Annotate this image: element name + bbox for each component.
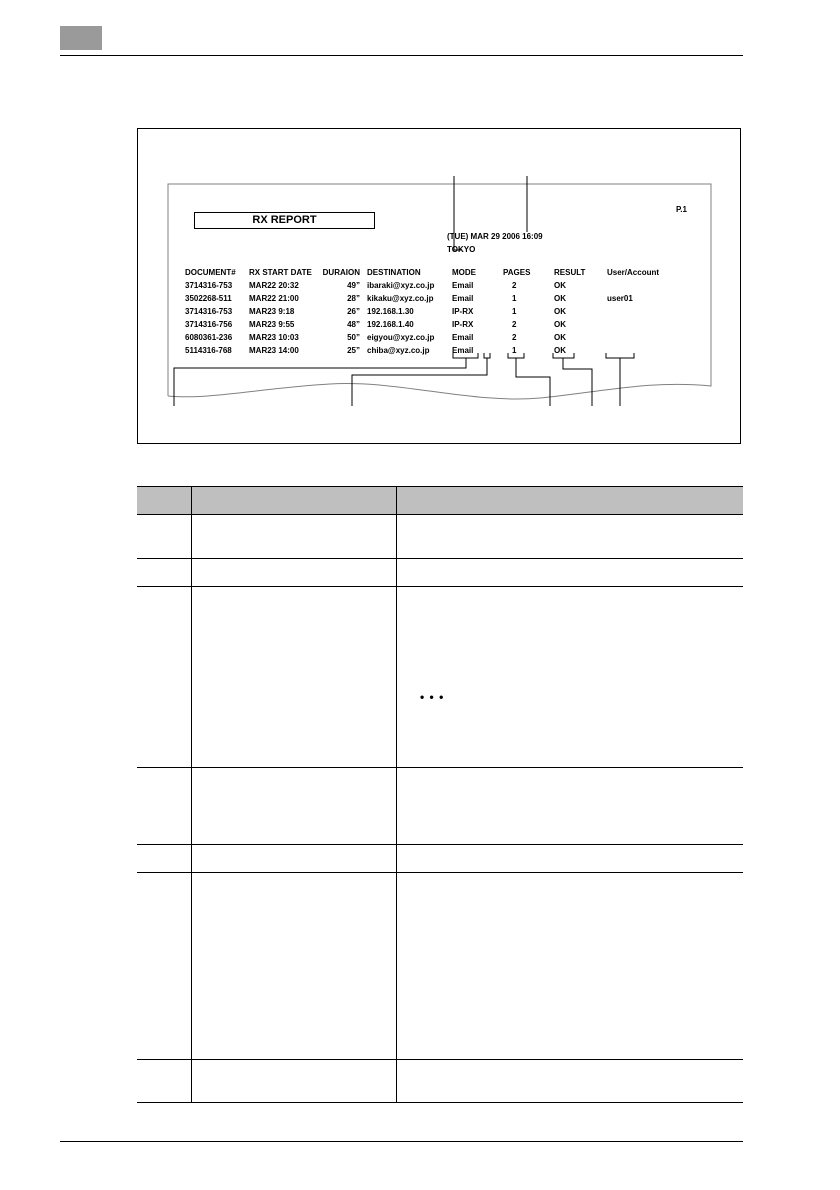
col-document: DOCUMENT# [185, 268, 236, 277]
cell-mode: Email [452, 346, 474, 355]
cell-destination: eigyou@xyz.co.jp [367, 333, 435, 342]
report-page-number: P.1 [676, 205, 687, 214]
col-pages: PAGES [503, 268, 531, 277]
cell-destination: 192.168.1.40 [367, 320, 414, 329]
ellipsis-mark: • • • [420, 690, 445, 704]
col-result: RESULT [554, 268, 586, 277]
cell-result: OK [554, 294, 566, 303]
cell-pages: 1 [512, 294, 517, 303]
cell-mode: IP-RX [452, 320, 474, 329]
header-cell-no [137, 487, 192, 515]
table-row [137, 873, 743, 1060]
description-table [137, 486, 743, 1103]
header-cell-item [192, 487, 397, 515]
cell-document: 6080361-236 [185, 333, 233, 342]
report-title: RX REPORT [194, 212, 375, 229]
cell-result: OK [554, 320, 566, 329]
table-row [137, 1060, 743, 1103]
cell-start-date: MAR23 9:18 [249, 307, 295, 316]
callout-brackets [174, 353, 634, 406]
cell-result: OK [554, 346, 566, 355]
report-datetime: (TUE) MAR 29 2006 16:09 [447, 232, 543, 241]
table-row [137, 587, 743, 768]
cell-start-date: MAR22 21:00 [249, 294, 299, 303]
cell-mode: Email [452, 333, 474, 342]
header-cell-description [397, 487, 744, 515]
cell-mode: IP-RX [452, 307, 474, 316]
cell-destination: kikaku@xyz.co.jp [367, 294, 434, 303]
cell-duration: 26” [347, 307, 360, 316]
cell-result: OK [554, 307, 566, 316]
cell-start-date: MAR23 9:55 [249, 320, 295, 329]
cell-document: 3502268-511 [185, 294, 232, 303]
table-row [137, 559, 743, 587]
description-table-header [137, 487, 743, 515]
cell-duration: 25” [347, 346, 360, 355]
cell-destination: ibaraki@xyz.co.jp [367, 281, 435, 290]
report-location: TOKYO [447, 245, 476, 254]
col-duration: DURAION [322, 268, 360, 277]
cell-mode: Email [452, 294, 474, 303]
cell-start-date: MAR23 10:03 [249, 333, 299, 342]
col-mode: MODE [452, 268, 476, 277]
cell-pages: 1 [512, 346, 517, 355]
table-row [137, 768, 743, 845]
table-row [137, 515, 743, 559]
cell-pages: 2 [512, 333, 517, 342]
cell-user-account: user01 [607, 294, 633, 303]
cell-start-date: MAR23 14:00 [249, 346, 299, 355]
cell-document: 3714316-753 [185, 307, 233, 316]
cell-result: OK [554, 281, 566, 290]
cell-pages: 2 [512, 281, 517, 290]
col-destination: DESTINATION [367, 268, 421, 277]
cell-pages: 1 [512, 307, 517, 316]
cell-duration: 48” [347, 320, 360, 329]
cell-destination: chiba@xyz.co.jp [367, 346, 430, 355]
col-start-date: RX START DATE [249, 268, 312, 277]
table-row [137, 845, 743, 873]
cell-duration: 49” [347, 281, 360, 290]
cell-mode: Email [452, 281, 474, 290]
cell-start-date: MAR22 20:32 [249, 281, 299, 290]
cell-document: 3714316-756 [185, 320, 233, 329]
cell-duration: 50” [347, 333, 360, 342]
cell-pages: 2 [512, 320, 517, 329]
cell-destination: 192.168.1.30 [367, 307, 414, 316]
cell-document: 3714316-753 [185, 281, 233, 290]
cell-duration: 28” [347, 294, 360, 303]
cell-document: 5114316-768 [185, 346, 232, 355]
cell-result: OK [554, 333, 566, 342]
footer-rule [60, 1141, 743, 1142]
col-user-account: User/Account [607, 268, 660, 277]
